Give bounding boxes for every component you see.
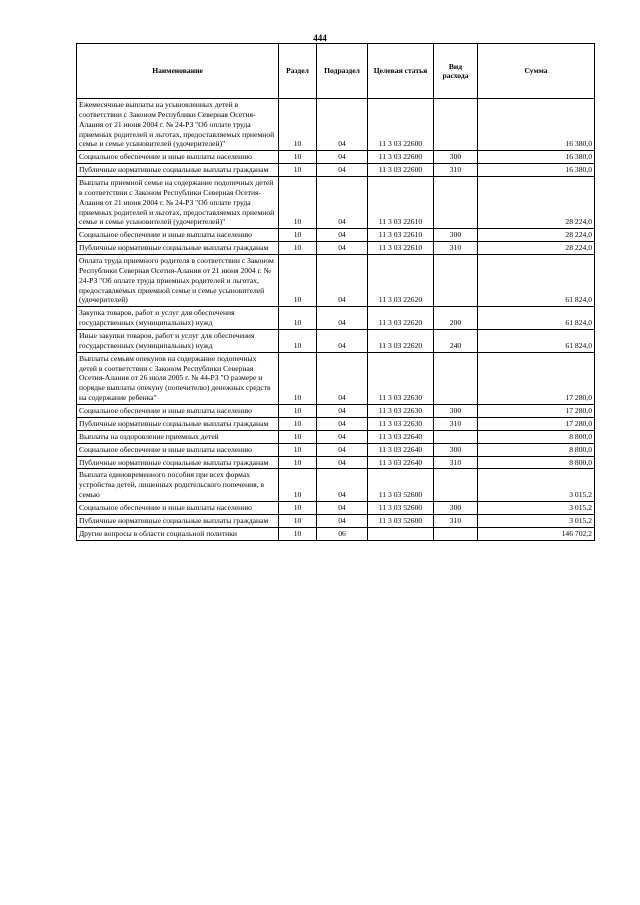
row-sum: 146 702,2 xyxy=(478,527,595,540)
table-row xyxy=(77,99,595,151)
header-section: Раздел xyxy=(279,44,317,99)
row-expense-type: 310 xyxy=(434,242,478,255)
page-number: 444 xyxy=(313,33,327,43)
header-expense-type: Вид расхода xyxy=(434,44,478,99)
row-subsection: 06 xyxy=(317,527,368,540)
row-sum: 3 015,2 xyxy=(478,514,595,527)
row-subsection: 04 xyxy=(317,330,368,353)
row-name: Социальное обеспечение и иные выплаты населению xyxy=(77,229,279,242)
row-subsection: 04 xyxy=(317,443,368,456)
row-target: 11 3 03 22620 xyxy=(368,330,434,353)
row-subsection: 04 xyxy=(317,99,368,151)
row-section: 10 xyxy=(279,307,317,330)
row-subsection: 04 xyxy=(317,307,368,330)
row-section: 10 xyxy=(279,99,317,151)
row-subsection: 04 xyxy=(317,514,368,527)
row-expense-type: 300 xyxy=(434,501,478,514)
row-name: Выплата единовременного пособия при всех формах устройства детей, лишенных родительского попечения, в семью xyxy=(77,469,279,502)
row-target: 11 3 03 22640 xyxy=(368,443,434,456)
row-target: 11 3 03 22640 xyxy=(368,430,434,443)
row-name: Оплата труда приемного родителя в соответствии с Законом Республики Северная Осетия-Алания от 21 июня 2004 г. № 24-РЗ "Об оплате труда приемных родителей и льготах, предоставляемых приемной семье и семье усыновителей (удочерителей) xyxy=(77,255,279,307)
row-expense-type xyxy=(434,469,478,502)
row-name: Иные закупки товаров, работ и услуг для обеспечения государственных (муниципальных) нужд xyxy=(77,330,279,353)
row-section: 10 xyxy=(279,417,317,430)
row-sum: 17 280,0 xyxy=(478,352,595,404)
row-sum: 61 824,0 xyxy=(478,307,595,330)
row-subsection: 04 xyxy=(317,352,368,404)
row-section: 10 xyxy=(279,330,317,353)
row-sum: 8 800,0 xyxy=(478,456,595,469)
row-name: Социальное обеспечение и иные выплаты населению xyxy=(77,405,279,418)
table-row xyxy=(77,469,595,502)
row-subsection: 04 xyxy=(317,177,368,229)
row-name: Другие вопросы в области социальной политики xyxy=(77,527,279,540)
row-expense-type: 310 xyxy=(434,164,478,177)
row-section: 10 xyxy=(279,164,317,177)
row-target: 11 3 03 22620 xyxy=(368,307,434,330)
row-name: Социальное обеспечение и иные выплаты населению xyxy=(77,443,279,456)
row-name: Выплаты приемной семье на содержание подопечных детей в соответствии с Законом Республики Северная Осетия-Алания от 21 июня 2004 г. № 24-РЗ "Об оплате труда приемных родителей и льготах, предоставляемых приемной семье и семье усыновителей (удочерителей)" xyxy=(77,177,279,229)
row-expense-type: 300 xyxy=(434,229,478,242)
table-row xyxy=(77,177,595,229)
row-target: 11 3 03 22600 xyxy=(368,164,434,177)
row-target: 11 3 03 22610 xyxy=(368,242,434,255)
budget-table xyxy=(76,43,595,541)
row-expense-type: 300 xyxy=(434,151,478,164)
table-row xyxy=(77,527,595,540)
row-sum: 3 015,2 xyxy=(478,469,595,502)
row-sum: 16 380,0 xyxy=(478,99,595,151)
row-subsection: 04 xyxy=(317,456,368,469)
row-name: Закупка товаров, работ и услуг для обеспечения государственных (муниципальных) нужд xyxy=(77,307,279,330)
row-name: Публичные нормативные социальные выплаты гражданам xyxy=(77,417,279,430)
row-name: Публичные нормативные социальные выплаты гражданам xyxy=(77,242,279,255)
table-row xyxy=(77,456,595,469)
row-section: 10 xyxy=(279,514,317,527)
row-section: 10 xyxy=(279,405,317,418)
row-sum: 61 824,0 xyxy=(478,330,595,353)
row-subsection: 04 xyxy=(317,242,368,255)
row-sum: 3 015,2 xyxy=(478,501,595,514)
row-sum: 16 380,0 xyxy=(478,164,595,177)
row-section: 10 xyxy=(279,527,317,540)
row-subsection: 04 xyxy=(317,255,368,307)
row-sum: 28 224,0 xyxy=(478,229,595,242)
row-sum: 17 280,0 xyxy=(478,417,595,430)
row-expense-type: 310 xyxy=(434,514,478,527)
row-expense-type xyxy=(434,352,478,404)
row-target: 11 3 03 22610 xyxy=(368,229,434,242)
row-expense-type xyxy=(434,177,478,229)
row-name: Выплаты семьям опекунов на содержание подопечных детей в соответствии с Законом Республики Северная Осетия-Алания от 26 июля 2005 г. № 44-РЗ "О размере и порядке выплаты опекуну (попечителю) денежных средств на содержание ребенка" xyxy=(77,352,279,404)
row-section: 10 xyxy=(279,352,317,404)
row-section: 10 xyxy=(279,242,317,255)
row-name: Публичные нормативные социальные выплаты гражданам xyxy=(77,514,279,527)
row-sum: 28 224,0 xyxy=(478,242,595,255)
table-row xyxy=(77,255,595,307)
row-section: 10 xyxy=(279,255,317,307)
row-section: 10 xyxy=(279,443,317,456)
row-sum: 28 224,0 xyxy=(478,177,595,229)
row-sum: 17 280,0 xyxy=(478,405,595,418)
row-section: 10 xyxy=(279,501,317,514)
row-target: 11 3 03 52600 xyxy=(368,501,434,514)
row-expense-type: 310 xyxy=(434,417,478,430)
row-target: 11 3 03 22640 xyxy=(368,456,434,469)
header-sum: Сумма xyxy=(478,44,595,99)
row-sum: 8 800,0 xyxy=(478,443,595,456)
row-sum: 61 824,0 xyxy=(478,255,595,307)
row-name: Публичные нормативные социальные выплаты гражданам xyxy=(77,164,279,177)
row-subsection: 04 xyxy=(317,229,368,242)
row-section: 10 xyxy=(279,469,317,502)
row-sum: 16 380,0 xyxy=(478,151,595,164)
row-target xyxy=(368,527,434,540)
row-name: Ежемесячные выплаты на усыновленных детей в соответствии с Законом Республики Северная Осетия-Алания от 21 июня 2004 г. № 24-РЗ "Об оплате труда приемных родителей и льготах, предоставляемых приемной семье и семье усыновителей (удочерителей)" xyxy=(77,99,279,151)
row-target: 11 3 03 22630 xyxy=(368,352,434,404)
table-row xyxy=(77,430,595,443)
row-subsection: 04 xyxy=(317,469,368,502)
row-section: 10 xyxy=(279,229,317,242)
row-target: 11 3 03 22620 xyxy=(368,255,434,307)
table-row xyxy=(77,151,595,164)
row-subsection: 04 xyxy=(317,501,368,514)
table-row xyxy=(77,417,595,430)
row-target: 11 3 03 22630 xyxy=(368,405,434,418)
row-sum: 8 800,0 xyxy=(478,430,595,443)
row-subsection: 04 xyxy=(317,417,368,430)
row-subsection: 04 xyxy=(317,405,368,418)
row-name: Выплаты на оздоровление приемных детей xyxy=(77,430,279,443)
row-expense-type xyxy=(434,255,478,307)
row-name: Публичные нормативные социальные выплаты гражданам xyxy=(77,456,279,469)
row-section: 10 xyxy=(279,456,317,469)
row-target: 11 3 03 22600 xyxy=(368,99,434,151)
table-row xyxy=(77,229,595,242)
table-row xyxy=(77,443,595,456)
row-target: 11 3 03 52600 xyxy=(368,514,434,527)
table-row xyxy=(77,352,595,404)
table-row xyxy=(77,405,595,418)
row-expense-type: 240 xyxy=(434,330,478,353)
table-row xyxy=(77,164,595,177)
row-section: 10 xyxy=(279,430,317,443)
table-header-row xyxy=(77,44,595,99)
row-target: 11 3 03 22630 xyxy=(368,417,434,430)
table-row xyxy=(77,330,595,353)
row-target: 11 3 03 22600 xyxy=(368,151,434,164)
header-name: Наименование xyxy=(77,44,279,99)
table-row xyxy=(77,242,595,255)
row-expense-type xyxy=(434,99,478,151)
row-subsection: 04 xyxy=(317,151,368,164)
table-row xyxy=(77,307,595,330)
table-row xyxy=(77,514,595,527)
row-section: 10 xyxy=(279,177,317,229)
header-target: Целевая статья xyxy=(368,44,434,99)
row-name: Социальное обеспечение и иные выплаты населению xyxy=(77,501,279,514)
row-expense-type: 310 xyxy=(434,456,478,469)
row-expense-type: 200 xyxy=(434,307,478,330)
row-target: 11 3 03 52600 xyxy=(368,469,434,502)
row-name: Социальное обеспечение и иные выплаты населению xyxy=(77,151,279,164)
row-target: 11 3 03 22610 xyxy=(368,177,434,229)
row-expense-type xyxy=(434,527,478,540)
row-expense-type xyxy=(434,430,478,443)
row-subsection: 04 xyxy=(317,164,368,177)
row-expense-type: 300 xyxy=(434,405,478,418)
header-subsection: Подраздел xyxy=(317,44,368,99)
row-subsection: 04 xyxy=(317,430,368,443)
row-expense-type: 300 xyxy=(434,443,478,456)
row-section: 10 xyxy=(279,151,317,164)
table-row xyxy=(77,501,595,514)
